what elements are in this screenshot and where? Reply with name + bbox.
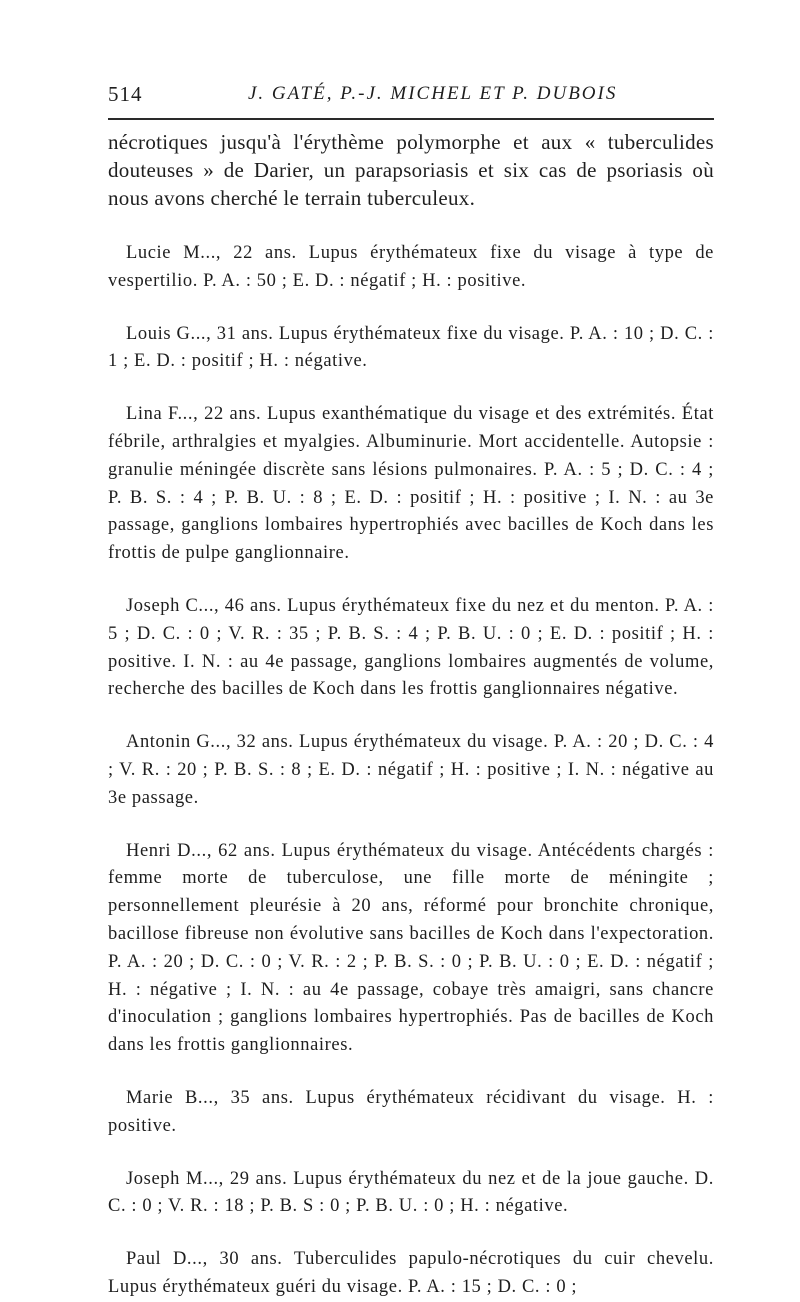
case-paragraph-lucie: Lucie M..., 22 ans. Lupus érythémateux fixe du visage à type de vespertilio. P. A. : 50 ; E. D. : négatif ; H. : positive.: [108, 243, 714, 291]
case-paragraph-lina: Lina F..., 22 ans. Lupus exanthématique du visage et des extrémités. État fébrile, arthralgies et myalgies. Albuminurie. Mort accidentelle. Autopsie : granulie méningée discrète sans lésions pulmonaires. P. A. : 5 ; D. C. : 4 ; P. B. S. : 4 ; P. B. U. : 8 ; E. D. : positif ; H. : positive ; I. N. : au 3e passage, ganglions lombaires hypertrophiés avec bacilles de Koch dans les frottis de pulpe ganglionnaire.: [108, 404, 714, 564]
intro-paragraph: nécrotiques jusqu'à l'érythème polymorphe et aux « tuberculides douteuses » de Darier, un parapsoriasis et six cas de psoriasis où nous avons cherché le terrain tuberculeux.: [108, 130, 714, 210]
case-paragraph-joseph-m: Joseph M..., 29 ans. Lupus érythémateux du nez et de la joue gauche. D. C. : 0 ; V. R. : 18 ; P. B. S : 0 ; P. B. U. : 0 ; H. : négative.: [108, 1168, 714, 1217]
header-rule: [108, 118, 714, 120]
case-paragraph-louis: Louis G..., 31 ans. Lupus érythémateux fixe du visage. P. A. : 10 ; D. C. : 1 ; E. D. : positif ; H. : négative.: [108, 323, 714, 372]
case-paragraph-joseph-c: Joseph C..., 46 ans. Lupus érythémateux fixe du nez et du menton. P. A. : 5 ; D. C. : 0 ; V. R. : 35 ; P. B. S. : 4 ; P. B. U. : 0 ; E. D. : positif ; H. : positive. I. N. : au 4e passage, ganglions lombaires augmentés de volume, recherche des bacilles de Koch dans les frottis ganglionnaires négative.: [108, 595, 714, 700]
running-title: J. GATÉ, P.-J. MICHEL ET P. DUBOIS: [248, 83, 618, 104]
case-paragraph-antonin: Antonin G..., 32 ans. Lupus érythémateux du visage. P. A. : 20 ; D. C. : 4 ; V. R. : 20 ; P. B. S. : 8 ; E. D. : négatif ; H. : positive ; I. N. : négative au 3e passage.: [108, 732, 714, 808]
body-text: [108, 128, 714, 1302]
running-head: [108, 82, 714, 112]
case-paragraph-marie: Marie B..., 35 ans. Lupus érythémateux récidivant du visage. H. : positive.: [108, 1087, 714, 1136]
case-paragraph-henri: Henri D..., 62 ans. Lupus érythémateux du visage. Antécédents chargés : femme morte de tuberculose, une fille morte de méningite ; personnellement pleurésie à 20 ans, réformé pour bronchite chronique, bacillose fibreuse non évolutive sans bacilles de Koch dans l'expectoration. P. A. : 20 ; D. C. : 0 ; V. R. : 2 ; P. B. S. : 0 ; P. B. U. : 0 ; E. D. : négatif ; H. : négative ; I. N. : au 4e passage, cobaye très amaigri, sans chancre d'inoculation ; ganglions lombaires hypertrophiés. Pas de bacilles de Koch dans les frottis ganglionnaires.: [108, 840, 714, 1056]
case-paragraph-paul: Paul D..., 30 ans. Tuberculides papulo-nécrotiques du cuir chevelu. Lupus érythémateux guéri du visage. P. A. : 15 ; D. C. : 0 ;: [108, 1249, 714, 1297]
page-number: 514: [108, 82, 143, 106]
